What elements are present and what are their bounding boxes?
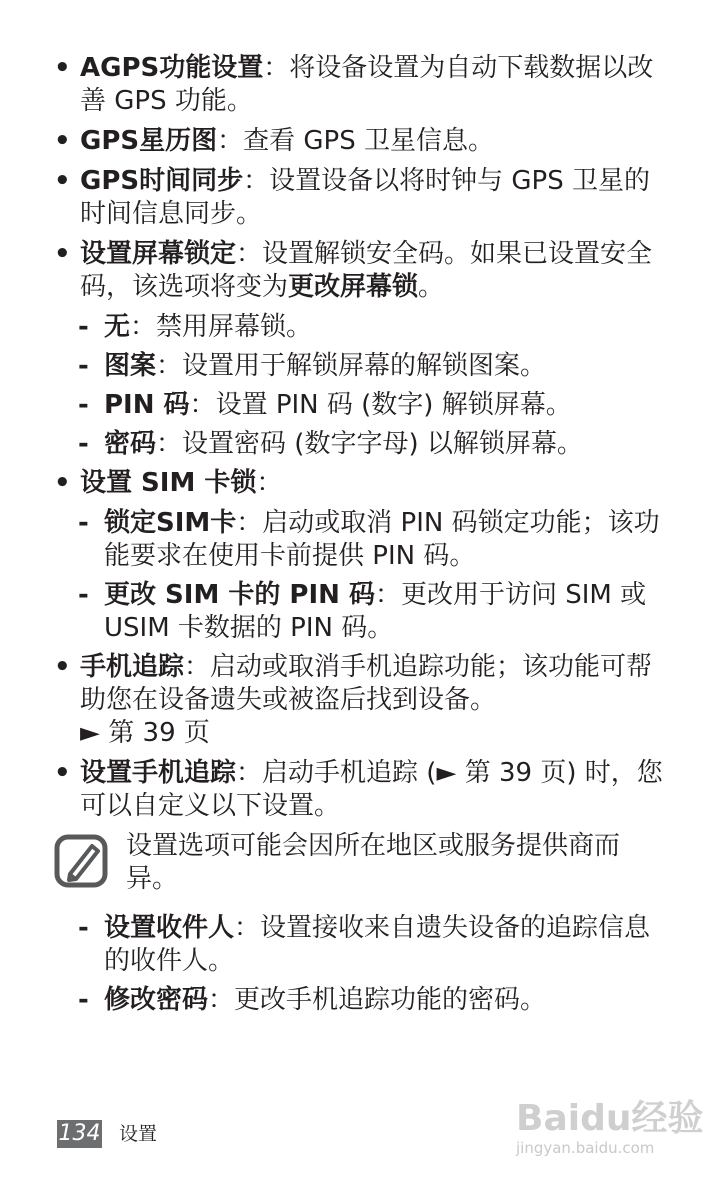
sub-separator: ： bbox=[236, 508, 263, 538]
dash: - bbox=[78, 508, 89, 538]
sub-item-lock-sim bbox=[54, 507, 674, 573]
watermark-url: jingyan.baidu.com bbox=[516, 1139, 655, 1157]
item-text: 启动或取消手机追踪功能；该功能可帮助您在设备遗失或被盗后找到设备。 bbox=[80, 652, 653, 715]
sub-term: 修改密码 bbox=[104, 985, 209, 1015]
bullet: • bbox=[54, 758, 71, 788]
list-item-screen-lock bbox=[54, 238, 674, 304]
sub-separator: ： bbox=[208, 985, 235, 1015]
sub-term: 锁定SIM卡 bbox=[104, 508, 237, 538]
item-term: AGPS功能设置 bbox=[80, 53, 264, 83]
sub-term: 无 bbox=[104, 312, 131, 342]
item-term: GPS时间同步 bbox=[80, 166, 244, 196]
item-text: 设置解锁安全码。如果已设置安全码，该选项将变为 bbox=[80, 239, 653, 302]
bullet: • bbox=[54, 126, 71, 156]
list-item-agps bbox=[54, 52, 674, 118]
bullet: • bbox=[54, 53, 71, 83]
sub-item-change-sim-pin bbox=[54, 579, 674, 645]
item-term: 设置屏幕锁定 bbox=[80, 239, 237, 269]
item-separator: ： bbox=[236, 239, 263, 269]
document-body bbox=[54, 52, 674, 1023]
item-term: 设置手机追踪 bbox=[80, 758, 237, 788]
bullet: • bbox=[54, 468, 71, 498]
sub-term: 更改 SIM 卡的 PIN 码 bbox=[104, 580, 375, 610]
list-item-phone-tracker bbox=[54, 651, 674, 750]
item-separator: ： bbox=[217, 126, 244, 156]
item-term-secondary: 更改屏幕锁 bbox=[288, 272, 419, 302]
sub-text: 设置用于解锁屏幕的解锁图案。 bbox=[182, 351, 547, 381]
page-number: 134 bbox=[58, 1121, 101, 1146]
note-callout bbox=[54, 830, 674, 900]
item-text-tail: 。 bbox=[418, 272, 445, 302]
sub-text: 禁用屏幕锁。 bbox=[156, 312, 313, 342]
item-separator: ： bbox=[236, 758, 263, 788]
item-term: 设置 SIM 卡锁 bbox=[80, 468, 257, 498]
sub-text: 设置密码 (数字字母) 以解锁屏幕。 bbox=[182, 429, 583, 459]
dash: - bbox=[78, 985, 89, 1015]
list-item-gps-time-sync bbox=[54, 165, 674, 231]
page-reference: ► 第 39 页 bbox=[80, 718, 210, 748]
sub-separator: ： bbox=[374, 580, 401, 610]
dash: - bbox=[78, 351, 89, 381]
watermark-text: Baidu经验 bbox=[516, 1098, 704, 1139]
item-term: 手机追踪 bbox=[80, 652, 185, 682]
sub-text: 更改手机追踪功能的密码。 bbox=[234, 985, 547, 1015]
section-title: 设置 bbox=[119, 1123, 158, 1145]
sub-item-pattern bbox=[54, 350, 674, 383]
sub-item-set-recipients bbox=[54, 912, 674, 978]
baidu-watermark bbox=[516, 1085, 704, 1165]
dash: - bbox=[78, 390, 89, 420]
sub-item-password bbox=[54, 428, 674, 461]
sub-item-none bbox=[54, 311, 674, 344]
dash: - bbox=[78, 913, 89, 943]
dash: - bbox=[78, 312, 89, 342]
dash: - bbox=[78, 429, 89, 459]
bullet: • bbox=[54, 239, 71, 269]
dash: - bbox=[78, 580, 89, 610]
note-pencil-icon bbox=[54, 834, 108, 888]
item-text: 将设备设置为自动下载数据以改善 GPS 功能。 bbox=[80, 53, 654, 116]
item-text: 查看 GPS 卫星信息。 bbox=[243, 126, 495, 156]
sub-separator: ： bbox=[156, 429, 183, 459]
sub-separator: ： bbox=[189, 390, 216, 420]
item-text: 设置设备以将时钟与 GPS 卫星的时间信息同步。 bbox=[80, 166, 651, 229]
sub-separator: ： bbox=[156, 351, 183, 381]
bullet: • bbox=[54, 652, 71, 682]
sub-term: 图案 bbox=[104, 351, 157, 381]
sub-text: 设置接收来自遗失设备的追踪信息的收件人。 bbox=[104, 913, 651, 976]
sub-text: 更改用于访问 SIM 或 USIM 卡数据的 PIN 码。 bbox=[104, 580, 647, 643]
item-separator: ： bbox=[256, 468, 283, 498]
sub-separator: ： bbox=[234, 913, 261, 943]
item-separator: ： bbox=[263, 53, 290, 83]
item-term: GPS星历图 bbox=[80, 126, 218, 156]
item-text: 启动手机追踪 (► 第 39 页) 时，您可以自定义以下设置。 bbox=[80, 758, 663, 821]
sub-term: 密码 bbox=[104, 429, 157, 459]
sub-item-change-password bbox=[54, 984, 674, 1017]
item-separator: ： bbox=[243, 166, 270, 196]
sub-text: 设置 PIN 码 (数字) 解锁屏幕。 bbox=[215, 390, 572, 420]
note-text: 设置选项可能会因所在地区或服务提供商而异。 bbox=[126, 831, 621, 894]
sub-text: 启动或取消 PIN 码锁定功能；该功能要求在使用卡前提供 PIN 码。 bbox=[104, 508, 660, 571]
sub-term: PIN 码 bbox=[104, 390, 190, 420]
list-item-tracker-settings bbox=[54, 757, 674, 823]
sub-term: 设置收件人 bbox=[104, 913, 235, 943]
sub-separator: ： bbox=[130, 312, 157, 342]
sub-item-pin bbox=[54, 389, 674, 422]
list-item-gps-ephemeris bbox=[54, 125, 674, 158]
item-separator: ： bbox=[184, 652, 211, 682]
bullet: • bbox=[54, 166, 71, 196]
list-item-sim-lock bbox=[54, 467, 674, 500]
